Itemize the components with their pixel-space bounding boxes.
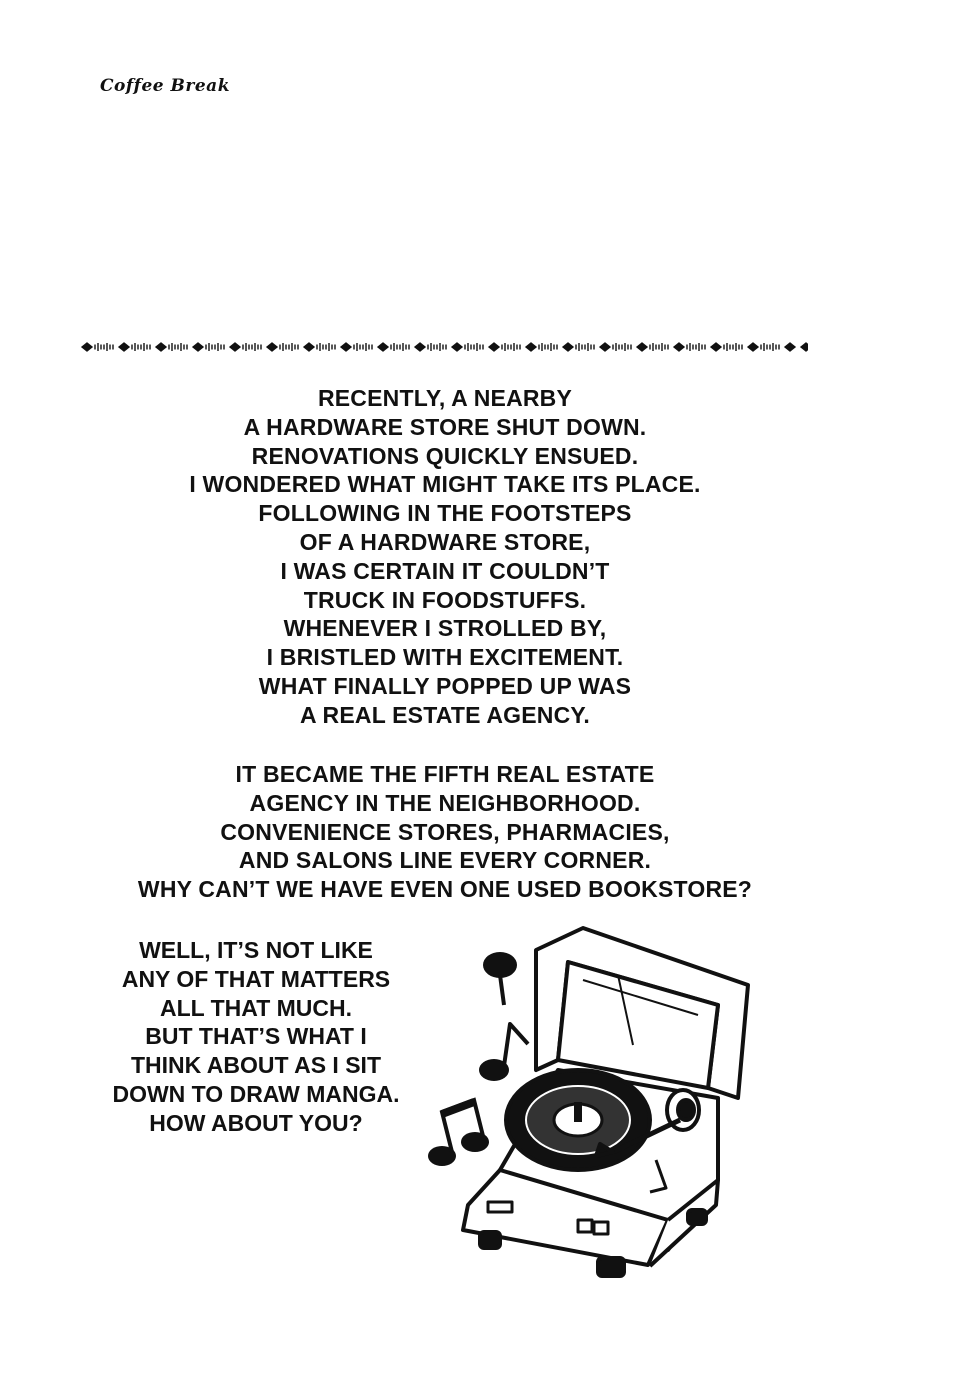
text-line: A HARDWARE STORE SHUT DOWN.: [243, 413, 647, 440]
text-line: OF A HARDWARE STORE,: [299, 528, 591, 555]
text-line: HOW ABOUT YOU?: [149, 1109, 363, 1136]
text-line: RENOVATIONS QUICKLY ENSUED.: [251, 442, 639, 469]
text-line: WHENEVER I STROLLED BY,: [283, 615, 607, 642]
text-line: WHAT FINALLY POPPED UP WAS: [258, 672, 632, 699]
record-player-icon: [463, 928, 748, 1276]
text-line: WELL, IT’S NOT LIKE: [139, 937, 373, 963]
text-line: WHY CAN’T WE HAVE EVEN ONE USED BOOKSTORE?: [137, 876, 753, 903]
decorative-divider: [78, 338, 808, 356]
music-note-icon: [483, 952, 517, 1005]
text-line: CONVENIENCE STORES, PHARMACIES,: [220, 818, 670, 845]
essay-paragraph-2: [0, 760, 890, 904]
text-line: DOWN TO DRAW MANGA.: [112, 1080, 400, 1107]
essay-paragraph-3: [96, 936, 416, 1138]
music-note-icon: [428, 1100, 489, 1166]
text-line: I BRISTLED WITH EXCITEMENT.: [266, 644, 624, 671]
page-header-title: Coffee Break: [100, 76, 230, 96]
music-note-icon: [479, 1024, 528, 1081]
text-line: I WAS CERTAIN IT COULDN’T: [280, 557, 610, 584]
text-line: ALL THAT MUCH.: [159, 994, 353, 1021]
text-line: AND SALONS LINE EVERY CORNER.: [238, 847, 652, 874]
text-line: RECENTLY, A NEARBY: [317, 385, 573, 411]
text-line: ANY OF THAT MATTERS: [121, 965, 391, 992]
record-player-illustration: [418, 920, 768, 1290]
text-line: TRUCK IN FOODSTUFFS.: [303, 586, 587, 613]
text-line: BUT THAT’S WHAT I: [145, 1023, 367, 1050]
text-line: AGENCY IN THE NEIGHBORHOOD.: [249, 789, 641, 816]
text-line: FOLLOWING IN THE FOOTSTEPS: [258, 500, 632, 527]
text-line: IT BECAME THE FIFTH REAL ESTATE: [235, 761, 655, 787]
essay-paragraph-1: [0, 384, 890, 730]
text-line: A REAL ESTATE AGENCY.: [299, 701, 591, 728]
text-line: I WONDERED WHAT MIGHT TAKE ITS PLACE.: [189, 471, 701, 498]
text-line: THINK ABOUT AS I SIT: [130, 1052, 381, 1079]
